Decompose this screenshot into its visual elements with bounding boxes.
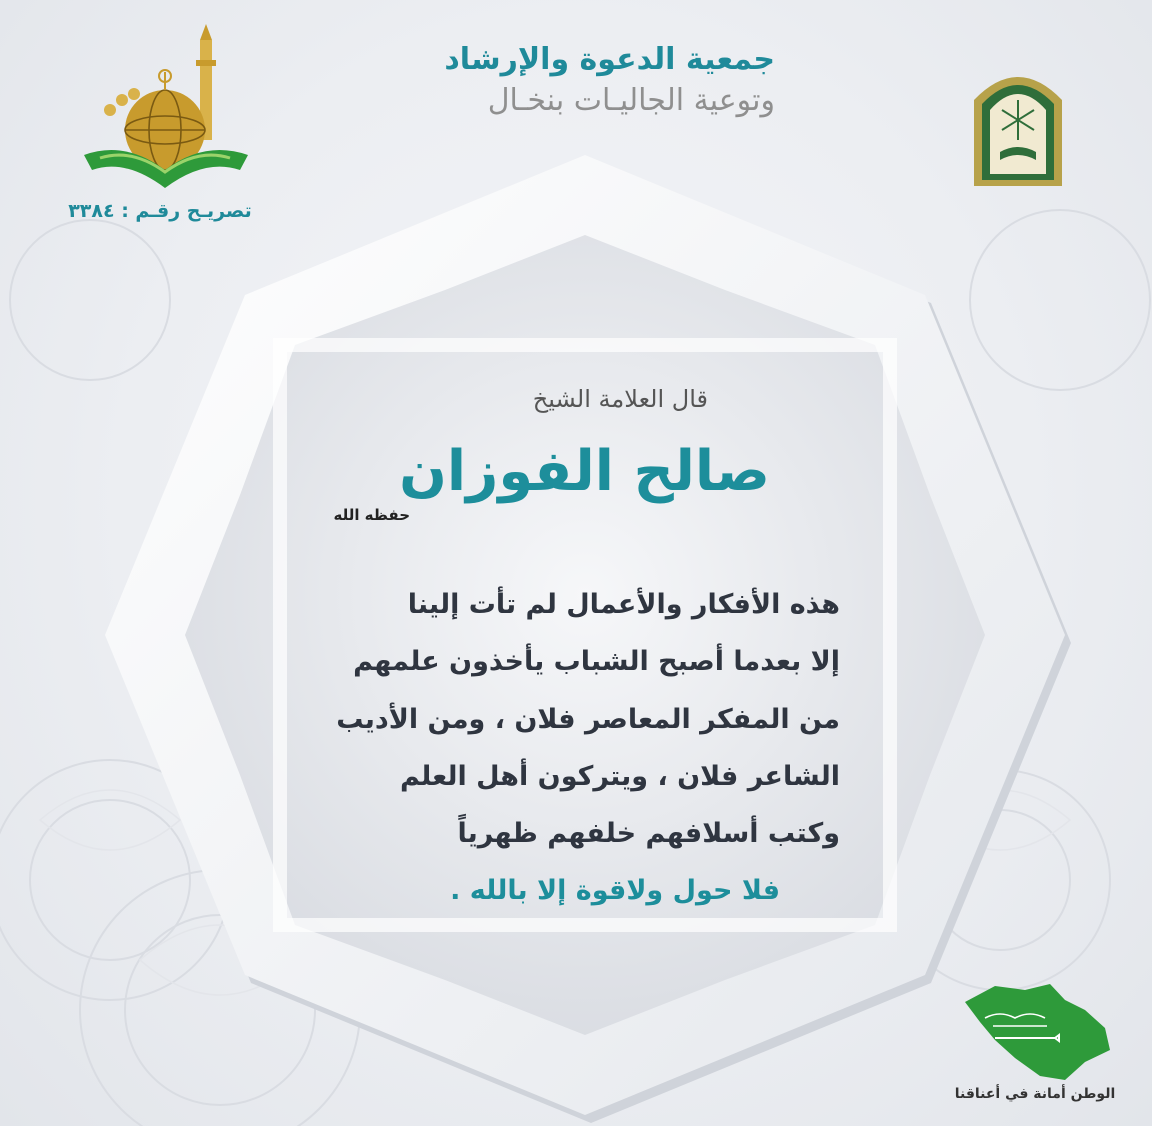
saudi-map-flag-icon <box>955 980 1115 1085</box>
mosque-dome-book-icon <box>80 20 255 195</box>
quote-line: هذه الأفكار والأعمال لم تأت إلينا <box>407 589 840 620</box>
organization-name: جمعية الدعوة والإرشاد <box>444 42 775 77</box>
footer-slogan: الوطن أمانة في أعناقنا <box>954 1086 1116 1102</box>
license-number: تصريـح رقـم : ٣٣٨٤ <box>68 200 252 222</box>
quote-closing-line: فلا حول ولاقوة إلا بالله . <box>450 875 780 907</box>
organization-subtitle: وتوعية الجاليـات بنخـال <box>487 83 775 118</box>
scholar-name: صالح الفوزان <box>399 439 770 504</box>
quote-line: إلا بعدما أصبح الشباب يأخذون علمهم <box>353 646 840 678</box>
quote-line: الشاعر فلان ، ويتركون أهل العلم <box>399 760 840 792</box>
intro-text: قال العلامة الشيخ <box>532 385 708 413</box>
quote-line: من المفكر المعاصر فلان ، ومن الأديب <box>336 703 840 735</box>
organization-header <box>330 40 775 122</box>
honorific: حفظه الله <box>333 506 410 524</box>
quote-line: وكتب أسلافهم خلفهم ظهرياً <box>457 818 840 850</box>
quote-block <box>240 576 840 920</box>
ministry-emblem-icon <box>970 60 1066 186</box>
